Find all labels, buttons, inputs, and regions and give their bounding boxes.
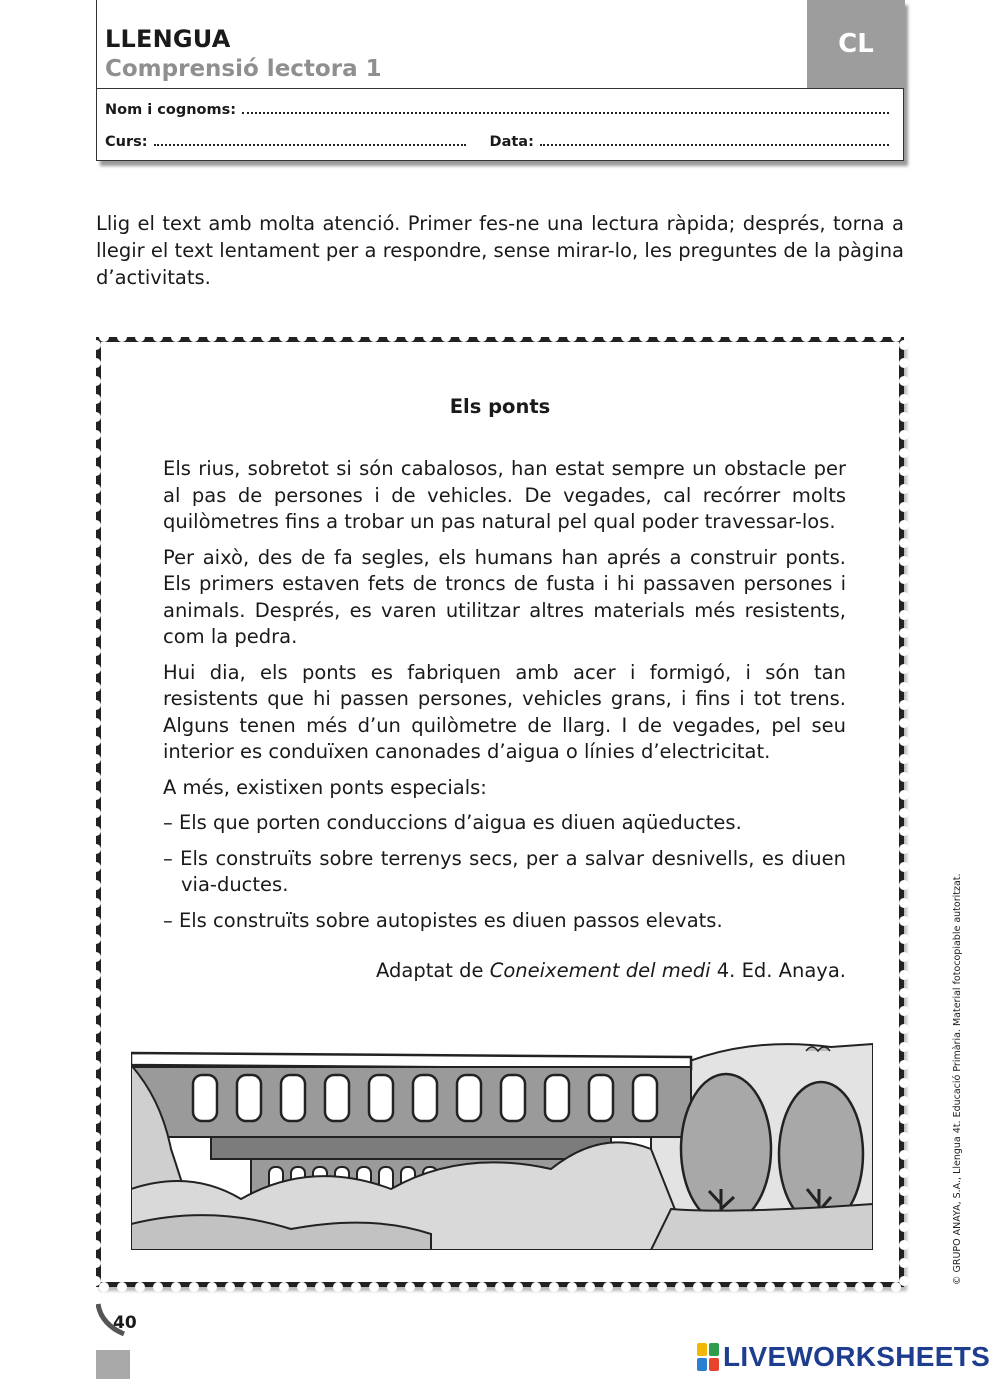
source-citation [163,958,846,985]
stamp-perforation [899,754,909,764]
stamp-perforation [819,1282,829,1292]
stamp-perforation [899,628,909,638]
stamp-perforation [585,1282,595,1292]
stamp-perforation [315,1282,325,1292]
stamp-perforation [91,610,101,620]
stamp-perforation [783,332,793,342]
stamp-perforation [899,376,909,386]
stamp-perforation [729,1282,739,1292]
stamp-perforation [899,1150,909,1160]
stamp-perforation [91,1186,101,1196]
liveworksheets-logo-icon [697,1343,719,1371]
stamp-perforation [135,1282,145,1292]
stamp-perforation [873,332,883,342]
stamp-perforation [405,332,415,342]
stamp-perforation [91,898,101,908]
stamp-perforation [225,332,235,342]
stamp-perforation [351,332,361,342]
stamp-perforation [899,1060,909,1070]
name-field[interactable] [242,102,889,114]
stamp-perforation [91,1258,101,1268]
stamp-perforation [899,1024,909,1034]
stamp-perforation [91,718,101,728]
source-prefix: Adaptat de [376,959,490,982]
stamp-perforation [899,916,909,926]
stamp-perforation [91,484,101,494]
source-suffix: 4. Ed. Anaya. [710,959,846,982]
stamp-perforation [899,700,909,710]
paragraph: Els rius, sobretot si són cabalosos, han estat sempre un obstacle per al pas de persones i de vehicles. De vegades, cal recórrer molts quilòmetres fins a trobar un pas natural pel qual poder travessar-los. [163,457,846,533]
stamp-perforation [91,700,101,710]
stamp-perforation [387,1282,397,1292]
stamp-perforation [899,772,909,782]
stamp-perforation [207,1282,217,1292]
stamp-perforation [91,448,101,458]
stamp-perforation [171,332,181,342]
stamp-perforation [675,332,685,342]
stamp-perforation [899,484,909,494]
stamp-perforation [91,988,101,998]
stamp-perforation [603,1282,613,1292]
stamp-perforation [549,1282,559,1292]
stamp-perforation [899,826,909,836]
stamp-perforation [279,1282,289,1292]
stamp-perforation [899,736,909,746]
stamp-perforation [899,1258,909,1268]
stamp-perforation [621,1282,631,1292]
header-divider [97,88,903,89]
reading-frame [96,337,904,1287]
liveworksheets-logo[interactable] [697,1341,990,1373]
stamp-perforation [899,880,909,890]
stamp-perforation [899,556,909,566]
stamp-perforation [899,574,909,584]
stamp-perforation [117,1282,127,1292]
stamp-perforation [91,1222,101,1232]
stamp-perforation [91,916,101,926]
stamp-perforation [899,1114,909,1124]
stamp-perforation [899,1168,909,1178]
stamp-perforation [91,862,101,872]
stamp-perforation [91,520,101,530]
instructions-text: Llig el text amb molta atenció. Primer fes-ne una lectura ràpida; després, torna a llegir el text lentament per a respondre, sense mirar-lo, les preguntes de la pàgina d’activitats. [96,212,904,289]
stamp-perforation [693,332,703,342]
stamp-perforation [91,340,101,350]
stamp-perforation [899,898,909,908]
stamp-perforation [899,340,909,350]
stamp-perforation [899,1042,909,1052]
stamp-perforation [207,332,217,342]
stamp-perforation [99,332,109,342]
stamp-perforation [91,538,101,548]
stamp-perforation [91,358,101,368]
stamp-perforation [91,736,101,746]
stamp-perforation [837,332,847,342]
stamp-perforation [91,1276,101,1286]
stamp-perforation [333,332,343,342]
stamp-perforation [91,412,101,422]
stamp-perforation [91,808,101,818]
stamp-perforation [657,1282,667,1292]
stamp-perforation [513,332,523,342]
stamp-perforation [91,1042,101,1052]
worksheet-title: Comprensió lectora 1 [105,56,382,82]
stamp-perforation [117,332,127,342]
stamp-perforation [91,1204,101,1214]
stamp-perforation [657,332,667,342]
stamp-perforation [333,1282,343,1292]
stamp-perforation [261,332,271,342]
stamp-perforation [899,448,909,458]
stamp-perforation [91,826,101,836]
logo-tile [709,1358,719,1371]
stamp-perforation [279,332,289,342]
stamp-perforation [711,332,721,342]
paragraph: Hui dia, els ponts es fabriquen amb acer i formigó, i són tan resistents que hi passen persones, vehicles grans, i fins i tot trens. Alguns tenen més d’un quilòmetre de llarg. I de vegades, pel seu interior es conduïxen canonades d’aigua o línies d’electricitat. [163,660,846,763]
stamp-perforation [899,646,909,656]
stamp-perforation [477,332,487,342]
stamp-perforation [639,1282,649,1292]
stamp-perforation [91,1168,101,1178]
stamp-perforation [387,332,397,342]
stamp-perforation [899,466,909,476]
page-number: 40 [113,1313,137,1333]
copyright-notice: © GRUPO ANAYA, S.A., Llengua 4t. Educació Primària. Material fotocopiable autoritzat. [952,873,963,1285]
stamp-perforation [91,844,101,854]
stamp-perforation [91,628,101,638]
stamp-perforation [899,988,909,998]
stamp-perforation [91,664,101,674]
stamp-perforation [423,1282,433,1292]
stamp-perforation [91,934,101,944]
stamp-perforation [91,646,101,656]
stamp-perforation [855,1282,865,1292]
stamp-perforation [91,1024,101,1034]
stamp-perforation [153,1282,163,1292]
stamp-perforation [513,1282,523,1292]
aqueduct-illustration [131,1039,873,1250]
course-date-row [105,134,889,150]
stamp-perforation [765,332,775,342]
stamp-perforation [91,466,101,476]
stamp-perforation [495,1282,505,1292]
name-label: Nom i cognoms: [105,102,237,118]
stamp-perforation [899,952,909,962]
list-item: – Els que porten conduccions d’aigua es diuen aqüeductes. [163,811,742,834]
stamp-perforation [91,376,101,386]
stamp-perforation [153,332,163,342]
course-label: Curs: [105,134,148,150]
stamp-perforation [747,1282,757,1292]
stamp-perforation [899,862,909,872]
stamp-perforation [747,332,757,342]
stamp-perforation [423,332,433,342]
stamp-perforation [91,1240,101,1250]
stamp-perforation [91,1006,101,1016]
stamp-perforation [899,1096,909,1106]
stamp-perforation [899,970,909,980]
stamp-perforation [873,1282,883,1292]
stamp-perforation [91,556,101,566]
stamp-perforation [603,332,613,342]
stamp-perforation [729,332,739,342]
stamp-perforation [855,332,865,342]
stamp-perforation [801,1282,811,1292]
stamp-perforation [441,1282,451,1292]
stamp-perforation [91,394,101,404]
stamp-perforation [91,574,101,584]
stamp-perforation [531,1282,541,1292]
stamp-perforation [567,1282,577,1292]
stamp-perforation [899,790,909,800]
logo-tile [697,1358,707,1371]
stamp-perforation [225,1282,235,1292]
stamp-perforation [243,1282,253,1292]
stamp-perforation [91,682,101,692]
stamp-perforation [91,880,101,890]
logo-text: LIVEWORKSHEETS [723,1341,991,1372]
stamp-perforation [91,502,101,512]
stamp-perforation [91,754,101,764]
stamp-perforation [899,394,909,404]
stamp-perforation [261,1282,271,1292]
stamp-perforation [585,332,595,342]
stamp-perforation [899,1186,909,1196]
stamp-perforation [837,1282,847,1292]
stamp-perforation [189,332,199,342]
section-badge: CL [807,0,905,88]
stamp-perforation [639,332,649,342]
stamp-perforation [297,332,307,342]
stamp-perforation [899,520,909,530]
stamp-perforation [441,332,451,342]
name-field-row [105,102,889,118]
date-label: Data: [489,134,534,150]
stamp-perforation [495,332,505,342]
reading-title: Els ponts [449,395,551,418]
stamp-perforation [171,1282,181,1292]
reading-panel [101,342,899,1282]
stamp-perforation [351,1282,361,1292]
stamp-perforation [91,1078,101,1088]
stamp-perforation [91,952,101,962]
reading-body [163,456,846,994]
stamp-perforation [297,1282,307,1292]
stamp-perforation [899,430,909,440]
stamp-perforation [91,790,101,800]
worksheet-header [96,0,904,161]
stamp-perforation [189,1282,199,1292]
stamp-perforation [899,1006,909,1016]
stamp-perforation [711,1282,721,1292]
stamp-perforation [899,538,909,548]
stamp-perforation [91,772,101,782]
paragraph: A més, existixen ponts especials: [163,775,487,799]
stamp-perforation [899,412,909,422]
course-field[interactable] [154,134,466,146]
stamp-perforation [899,682,909,692]
stamp-perforation [369,1282,379,1292]
stamp-perforation [135,332,145,342]
stamp-perforation [243,332,253,342]
stamp-perforation [459,1282,469,1292]
stamp-perforation [621,332,631,342]
subject-title: LLENGUA [105,25,231,53]
stamp-perforation [765,1282,775,1292]
stamp-perforation [899,610,909,620]
stamp-perforation [675,1282,685,1292]
stamp-perforation [783,1282,793,1292]
stamp-perforation [549,332,559,342]
date-field[interactable] [540,134,889,146]
stamp-perforation [91,430,101,440]
stamp-perforation [819,332,829,342]
stamp-perforation [91,1150,101,1160]
stamp-perforation [899,664,909,674]
stamp-perforation [899,358,909,368]
stamp-perforation [693,1282,703,1292]
stamp-perforation [899,808,909,818]
stamp-perforation [899,844,909,854]
stamp-perforation [567,332,577,342]
stamp-perforation [899,1222,909,1232]
stamp-perforation [899,1204,909,1214]
stamp-perforation [91,1114,101,1124]
stamp-perforation [99,1282,109,1292]
stamp-perforation [899,934,909,944]
logo-tile [709,1343,719,1356]
stamp-perforation [899,592,909,602]
stamp-perforation [91,1096,101,1106]
stamp-perforation [477,1282,487,1292]
stamp-perforation [531,332,541,342]
stamp-perforation [899,718,909,728]
stamp-perforation [899,502,909,512]
stamp-perforation [315,332,325,342]
stamp-perforation [899,1276,909,1286]
stamp-perforation [899,1078,909,1088]
logo-tile [697,1343,707,1356]
stamp-perforation [801,332,811,342]
list-item: – Els construïts sobre terrenys secs, per a salvar desnivells, es diuen via-ductes. [163,846,846,896]
stamp-perforation [91,1132,101,1142]
stamp-perforation [899,1240,909,1250]
source-book-title: Coneixement del medi [489,959,711,982]
stamp-perforation [405,1282,415,1292]
stamp-perforation [91,592,101,602]
stamp-perforation [459,332,469,342]
paragraph: Per això, des de fa segles, els humans han aprés a construir ponts. Els primers estaven fets de troncs de fusta i hi passaven persones i animals. Després, es varen utilitzar altres materials més resistents, com la pedra. [163,545,846,648]
stamp-perforation [91,1060,101,1070]
stamp-perforation [369,332,379,342]
stamp-perforation [899,1132,909,1142]
list-item: – Els construïts sobre autopistes es diuen passos elevats. [163,908,723,932]
stamp-perforation [91,970,101,980]
